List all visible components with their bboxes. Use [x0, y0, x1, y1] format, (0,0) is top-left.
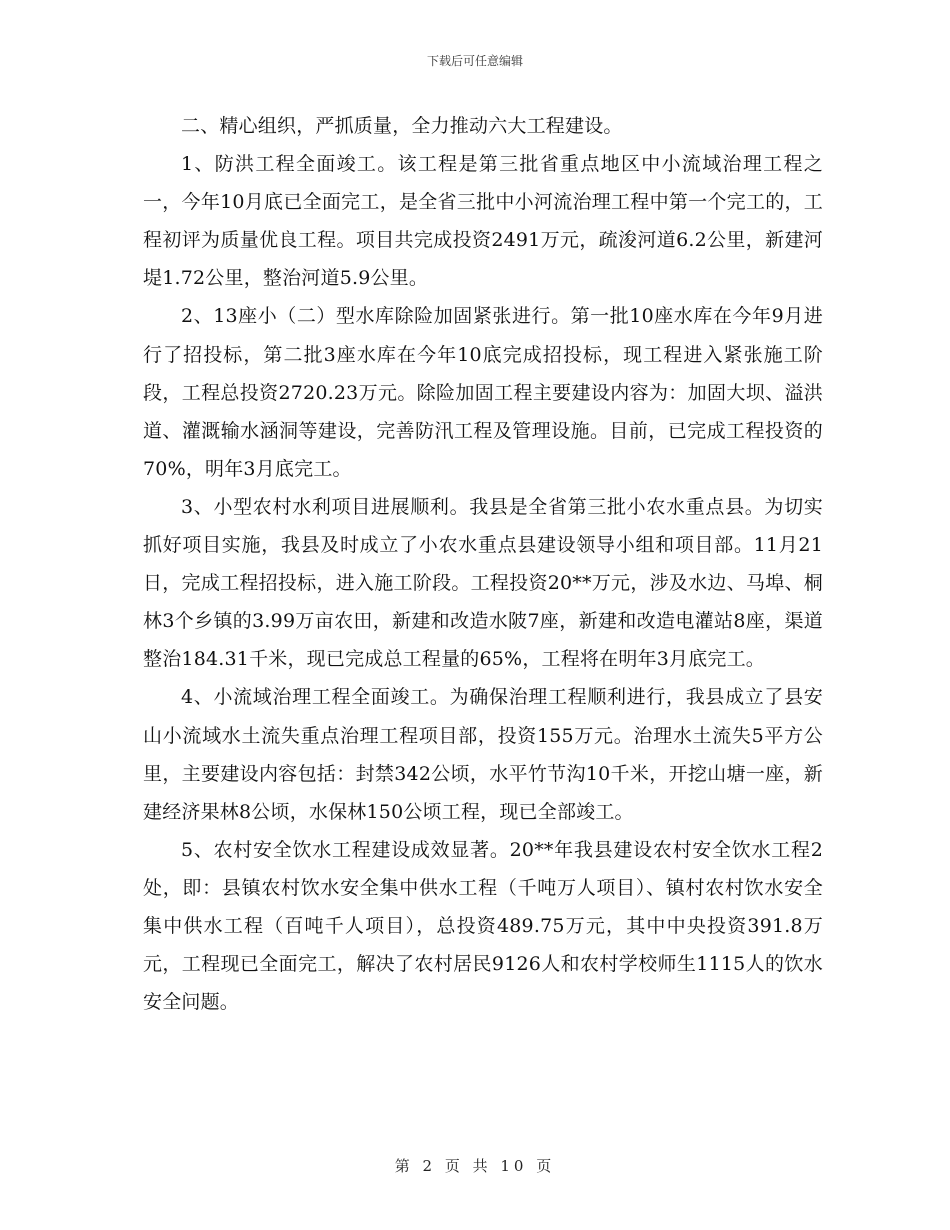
document-body: [143, 107, 823, 1021]
paragraph-flood-control: 1、防洪工程全面竣工。该工程是第三批省重点地区中小流域治理工程之一，今年10月底已全面完工，是全省三批中小河流治理工程中第一个完工的，工程初评为质量优良工程。项目共完成投资2491万元，疏浚河道6.2公里，新建河堤1.72公里，整治河道5.9公里。: [143, 153, 823, 290]
page-number-footer: 第 2 页 共 10 页: [394, 1157, 556, 1175]
paragraph-reservoir-reinforcement: 2、13座小（二）型水库除险加固紧张进行。第一批10座水库在今年9月进行了招投标，第二批3座水库在今年10底完成招投标，现工程进入紧张施工阶段，工程总投资2720.23万元。除险加固工程主要建设内容为：加固大坝、溢洪道、灌溉输水涵洞等建设，完善防汛工程及管理设施。目前，已完成工程投资的70%，明年3月底完工。: [143, 305, 823, 480]
section-heading: 二、精心组织，严抓质量，全力推动六大工程建设。: [181, 115, 623, 137]
page-header-note: 下载后可任意编辑: [426, 54, 523, 68]
paragraph-drinking-water: 5、农村安全饮水工程建设成效显著。20**年我县建设农村安全饮水工程2处，即：县镇农村饮水安全集中供水工程（千吨万人项目）、镇村农村饮水安全集中供水工程（百吨千人项目），总投资489.75万元，其中中央投资391.8万元，工程现已全面完工，解决了农村居民9126人和农村学校师生1115人的饮水安全问题。: [143, 838, 823, 1014]
paragraph-small-irrigation: 3、小型农村水利项目进展顺利。我县是全省第三批小农水重点县。为切实抓好项目实施，我县及时成立了小农水重点县建设领导小组和项目部。11月21日，完成工程招投标，进入施工阶段。工程投资20**万元，涉及水边、马埠、桐林3个乡镇的3.99万亩农田，新建和改造水陂7座，新建和改造电灌站8座，渠道整治184.31千米，现已完成总工程量的65%，工程将在明年3月底完工。: [143, 495, 823, 671]
paragraph-small-watershed: 4、小流域治理工程全面竣工。为确保治理工程顺利进行，我县成立了县安山小流域水土流失重点治理工程项目部，投资155万元。治理水土流失5平方公里，主要建设内容包括：封禁342公顷，水平竹节沟10千米，开挖山塘一座，新建经济果林8公顷，水保林150公顷工程，现已全部竣工。: [143, 686, 823, 823]
